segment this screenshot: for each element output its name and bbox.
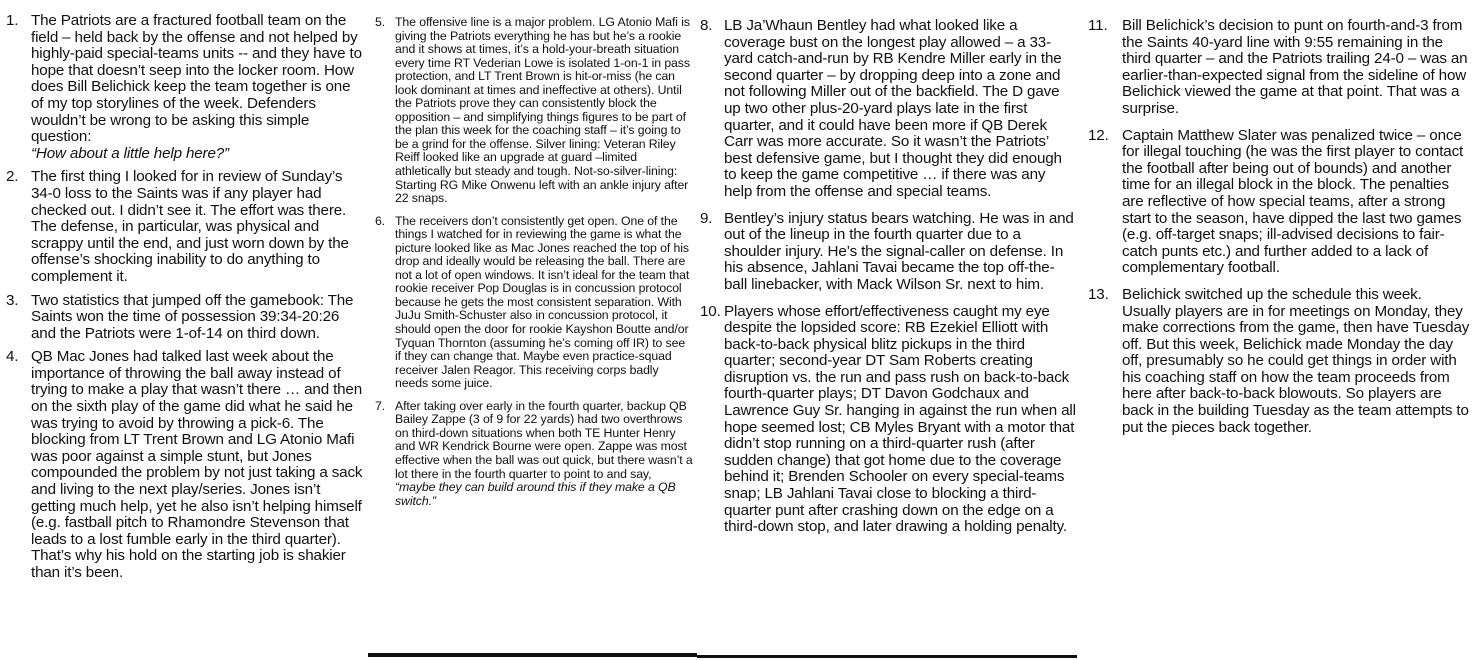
item-text: LB Ja’Whaun Bentley had what looked like a coverage bust on the longest play allowed – a 33-yard catch-and-run by RB Kendre Miller early in the second quarter – by dropping deep into a zone and not following Miller out of the backfield. The D gave up two other plus-20-yard plays late in the first quarter, and it could have been more if QB Derek Carr was more accurate. So it wasn’t the Patriots’ best defensive game, but I thought they did enough to keep the game competitive … if there was any help from the offense and special teams. (724, 17, 1062, 200)
item-text: Bentley’s injury status bears watching. He was in and out of the lineup in the fourth quarter due to a shoulder injury. He’s the signal-caller on defense. In his absence, Jahlani Tavai became the top off-the-ball linebacker, with Mack Wilson Sr. next to him. (724, 209, 1074, 293)
article-column-4 (1086, 0, 1474, 446)
item-text: Players whose effort/effectiveness caught my eye despite the lopsided score: RB Ezekiel Elliott with back-to-back physical blitz pickups in the third quarter; second-year DT Sam Roberts creating disruption vs. the run and pass rush on back-to-back fourth-quarter plays; DT Davon Godchaux and Lawrence Guy Sr. hanging in against the run when all hope seemed lost; CB Myles Bryant with a motor that didn’t stop running on a third-quarter rush (after sudden change) that got home due to the coverage behind it; Brenden Schooler on every special-teams snap; LB Jahlani Tavai close to blocking a third-quarter punt after crashing down on the edge on a third-down stop, and later drawing a holding penalty. (724, 302, 1076, 536)
item-number: 7. (375, 398, 386, 413)
list-item (1086, 287, 1474, 436)
item-number: 6. (375, 213, 386, 228)
item-body: The Patriots are a fractured football team on the field – held back by the offense and not helped by highly-paid special-teams units -- and they have to hope that doesn’t seep into the locker room. How does Bill Belichick keep the team together is one of my top storylines of the week. Defenders wouldn’t be wrong to be asking this simple question: (31, 12, 362, 146)
column-divider-rule (368, 653, 697, 657)
item-text: Two statistics that jumped off the gamebook: The Saints won the time of possession 39:34-20:26 and the Patriots were 1-of-14 on third down. (31, 291, 354, 342)
list-item (1086, 128, 1474, 277)
list-item (697, 211, 1077, 294)
item-text: The receivers don’t consistently get open. One of the things I watched for in reviewing the game is what the picture looked like as Mac Jones reached the top of his drop and ideally would be releasing the ball. There are not a lot of open windows. It isn’t ideal for the team that rookie receiver Pop Douglas is in concussion protocol because he gets the most consistent separation. With JuJu Smith-Schuster also in concussion protocol, it should open the door for rookie Kayshon Boutte and/or Tyquan Thornton (assuming he’s coming off IR) to see if they can change that. Maybe even practice-squad receiver Jalen Reagor. This receiving corps badly needs some juice. (395, 213, 690, 391)
item-text: Captain Matthew Slater was penalized twice – once for illegal touching (he was the first player to contact the football after being out of bounds) and another time for an illegal block in the block. The penalties are reflective of how special teams, after a strong start to the season, have dipped the last two games (e.g. off-target snaps; ill-advised decisions to fair-catch punts etc.) and further added to a lack of complementary football. (1122, 126, 1464, 277)
column-divider-rule (697, 655, 1077, 658)
item-number: 4. (6, 348, 19, 366)
item-number: 9. (700, 209, 713, 227)
item-number: 8. (700, 17, 713, 34)
item-text: The offensive line is a major problem. LG Atonio Mafi is giving the Patriots everything he has but he’s a rookie and it shows at times, it’s a hold-your-breath situation every time RT Vederian Lowe is isolated 1-on-1 in pass protection, and LT Trent Brown is hit-or-miss (he can look dominant at times and ineffective at others). Until the Patriots prove they can consistently block the opposition – and simplifying things figures to be part of the plan this week for the coaching staff – it’s going to be a grind for the offense. Silver lining: Veteran Riley Reiff looked like an upgrade at guard –limited athletically but steady and tough. Not-so-silver-lining: Starting RG Mike Onwenu left with an ankle injury after 22 snaps. (395, 15, 690, 206)
list-item (372, 400, 694, 508)
list-item (2, 293, 364, 343)
list-item (1086, 18, 1474, 118)
item-number: 10. (700, 302, 721, 320)
item-text (31, 13, 364, 162)
item-quote: “maybe they can build around this if they make a QB switch.” (395, 480, 676, 508)
item-number: 11. (1088, 17, 1108, 34)
item-text: The first thing I looked for in review of Sunday’s 34-0 loss to the Saints was if any player had checked out. I didn’t see it. The effort was there. The defense, in particular, was physical and scrappy until the end, and just worn down by the offense’s shocking inability to do anything to complement it. (31, 168, 349, 285)
item-text: Bill Belichick’s decision to punt on fourth-and-3 from the Saints 40-yard line with 9:55 remaining in the third quarter – and the Patriots trailing 24-0 – was an earlier-than-expected signal from the sideline of how Belichick viewed the game at that point. That was a surprise. (1122, 17, 1468, 117)
item-quote: “How about a little help here?” (31, 144, 229, 162)
numbered-list (1086, 18, 1474, 436)
item-text: Belichick switched up the schedule this week. Usually players are in for meetings on Monday, they make corrections from the game, then have Tuesday off. But this week, Belichick made Monday the day off, presumably so he could get things in order with his coaching staff on how the team proceeds from here after back-to-back blowouts. So players are back in the building Tuesday as the team attempts to put the pieces back together. (1122, 285, 1470, 436)
item-number: 3. (6, 291, 19, 309)
item-number: 13. (1088, 285, 1109, 303)
article-column-3 (697, 0, 1077, 546)
item-text: QB Mac Jones had talked last week about the importance of throwing the ball away instead of trying to make a play that wasn’t there … and then on the sixth play of the game did what he said he was trying to avoid by throwing a pick-6. The blocking from LT Trent Brown and LG Atonio Mafi was poor against a simple stunt, but Jones compounded the problem by not just taking a sack and living to the next play/series. Jones isn’t getting much help, yet he also isn’t helping himself (e.g. fastball pitch to Rhamondre Stevenson that leads to a lost fumble early in the third quarter). That’s why his hold on the starting job is shakier than it’s been. (31, 348, 363, 581)
item-body: After taking over early in the fourth quarter, backup QB Bailey Zappe (3 of 9 for 22 yards) had two overthrows on third-down situations when both TE Hunter Henry and WR Kendrick Bourne were open. Zappe was most effective when the ball was out quick, but there wasn’t a lot there in the fourth quarter to point to and say, (395, 398, 693, 481)
item-text (395, 400, 694, 508)
numbered-list (697, 18, 1077, 536)
list-item (2, 349, 364, 581)
list-item (2, 169, 364, 285)
list-item (697, 304, 1077, 536)
numbered-list (372, 16, 694, 508)
numbered-list (2, 13, 364, 582)
item-number: 5. (375, 15, 386, 29)
article-column-1 (2, 0, 364, 589)
item-number: 1. (6, 12, 19, 29)
article-column-2 (372, 0, 694, 517)
list-item (372, 16, 694, 206)
list-item (2, 13, 364, 162)
list-item (372, 215, 694, 391)
list-item (697, 18, 1077, 201)
item-number: 12. (1088, 126, 1109, 144)
item-number: 2. (6, 168, 19, 186)
